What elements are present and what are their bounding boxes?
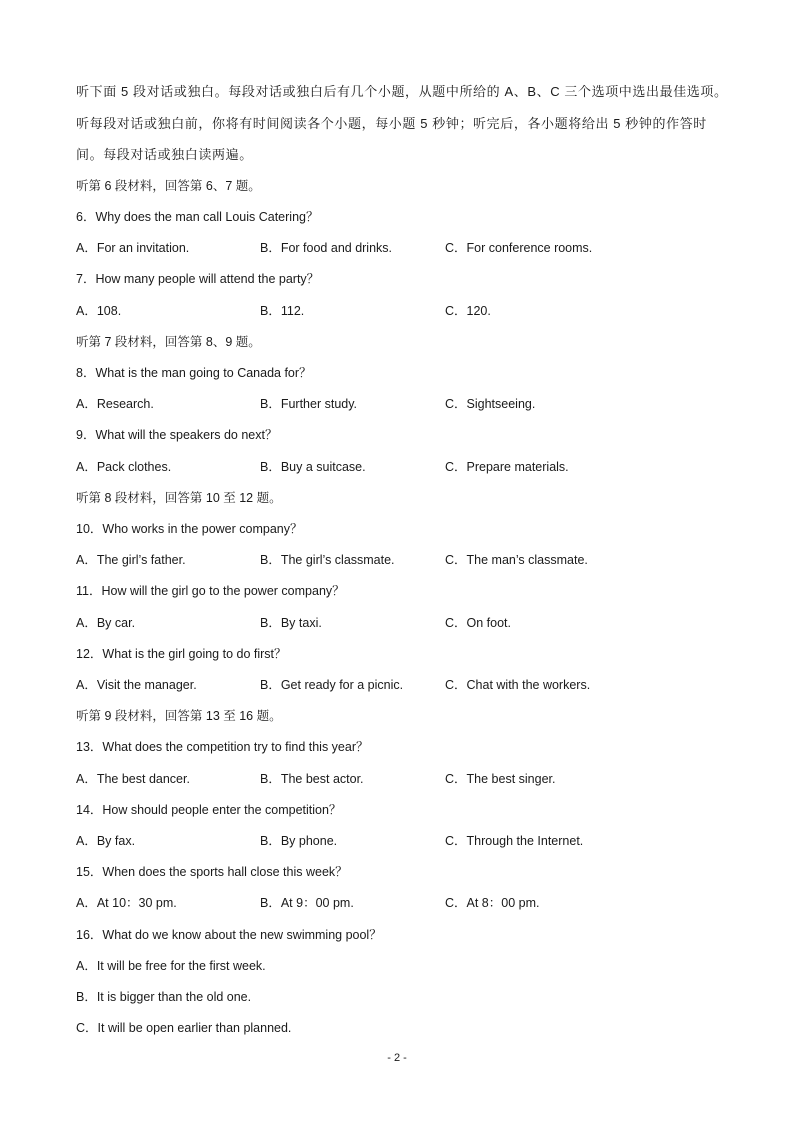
option-a: A．Pack clothes. bbox=[76, 460, 172, 474]
option-b: B．For food and drinks. bbox=[260, 241, 393, 255]
section-9-heading: 听第 9 段材料，回答第 13 至 16 题。 bbox=[76, 709, 282, 723]
option-a: A．By fax. bbox=[76, 834, 136, 848]
option-a: A．108. bbox=[76, 304, 122, 318]
option-c: C．Chat with the workers. bbox=[445, 678, 591, 692]
section-6-heading: 听第 6 段材料，回答第 6、7 题。 bbox=[76, 179, 261, 193]
intro-line-2: 听每段对话或独白前，你将有时间阅读各个小题，每小题 5 秒钟；听完后，各小题将给出 5 秒钟的作答时 bbox=[76, 116, 707, 131]
question-16-option-c: C．It will be open earlier than planned. bbox=[76, 1021, 292, 1035]
option-b: B．At 9：00 pm. bbox=[260, 896, 354, 910]
question-7-stem: 7．How many people will attend the party？ bbox=[76, 272, 320, 286]
option-b: B．By phone. bbox=[260, 834, 338, 848]
option-a: A．The best dancer. bbox=[76, 772, 190, 786]
page-number: - 2 - bbox=[387, 1052, 407, 1064]
option-a: A．Visit the manager. bbox=[76, 678, 197, 692]
option-c: C．On foot. bbox=[445, 616, 511, 630]
question-8-stem: 8．What is the man going to Canada for？ bbox=[76, 366, 312, 380]
option-c: C．Through the Internet. bbox=[445, 834, 584, 848]
option-a: A．Research. bbox=[76, 397, 154, 411]
question-10-stem: 10．Who works in the power company？ bbox=[76, 522, 303, 536]
option-b: B．By taxi. bbox=[260, 616, 322, 630]
option-c: C．At 8：00 pm. bbox=[445, 896, 540, 910]
option-a: A．For an invitation. bbox=[76, 241, 190, 255]
question-15-stem: 15．When does the sports hall close this week？ bbox=[76, 865, 348, 879]
question-13-stem: 13．What does the competition try to find this year？ bbox=[76, 740, 369, 754]
section-7-heading: 听第 7 段材料，回答第 8、9 题。 bbox=[76, 335, 261, 349]
option-b: B．112. bbox=[260, 304, 305, 318]
question-16-option-a: A．It will be free for the first week. bbox=[76, 959, 266, 973]
option-a: A．The girl’s father. bbox=[76, 553, 186, 567]
option-c: C．For conference rooms. bbox=[445, 241, 593, 255]
option-b: B．Further study. bbox=[260, 397, 358, 411]
option-c: C．Prepare materials. bbox=[445, 460, 569, 474]
option-a: A．By car. bbox=[76, 616, 136, 630]
question-11-stem: 11．How will the girl go to the power company？ bbox=[76, 584, 345, 598]
question-14-stem: 14．How should people enter the competition？ bbox=[76, 803, 342, 817]
section-8-heading: 听第 8 段材料，回答第 10 至 12 题。 bbox=[76, 491, 282, 505]
option-c: C．The man’s classmate. bbox=[445, 553, 588, 567]
intro-line-1: 听下面 5 段对话或独白。每段对话或独白后有几个小题，从题中所给的 A、B、C 三个选项中选出最佳选项。 bbox=[76, 84, 728, 99]
question-16-option-b: B．It is bigger than the old one. bbox=[76, 990, 252, 1004]
option-b: B．Get ready for a picnic. bbox=[260, 678, 404, 692]
option-a: A．At 10：30 pm. bbox=[76, 896, 177, 910]
option-c: C．Sightseeing. bbox=[445, 397, 536, 411]
question-16-stem: 16．What do we know about the new swimming pool？ bbox=[76, 928, 382, 942]
intro-line-3: 间。每段对话或独白读两遍。 bbox=[76, 147, 253, 162]
option-b: B．The girl’s classmate. bbox=[260, 553, 395, 567]
option-b: B．Buy a suitcase. bbox=[260, 460, 366, 474]
question-6-stem: 6．Why does the man call Louis Catering？ bbox=[76, 210, 319, 224]
option-c: C．The best singer. bbox=[445, 772, 556, 786]
option-b: B．The best actor. bbox=[260, 772, 364, 786]
question-9-stem: 9．What will the speakers do next？ bbox=[76, 428, 278, 442]
question-12-stem: 12．What is the girl going to do first？ bbox=[76, 647, 287, 661]
option-c: C．120. bbox=[445, 304, 491, 318]
